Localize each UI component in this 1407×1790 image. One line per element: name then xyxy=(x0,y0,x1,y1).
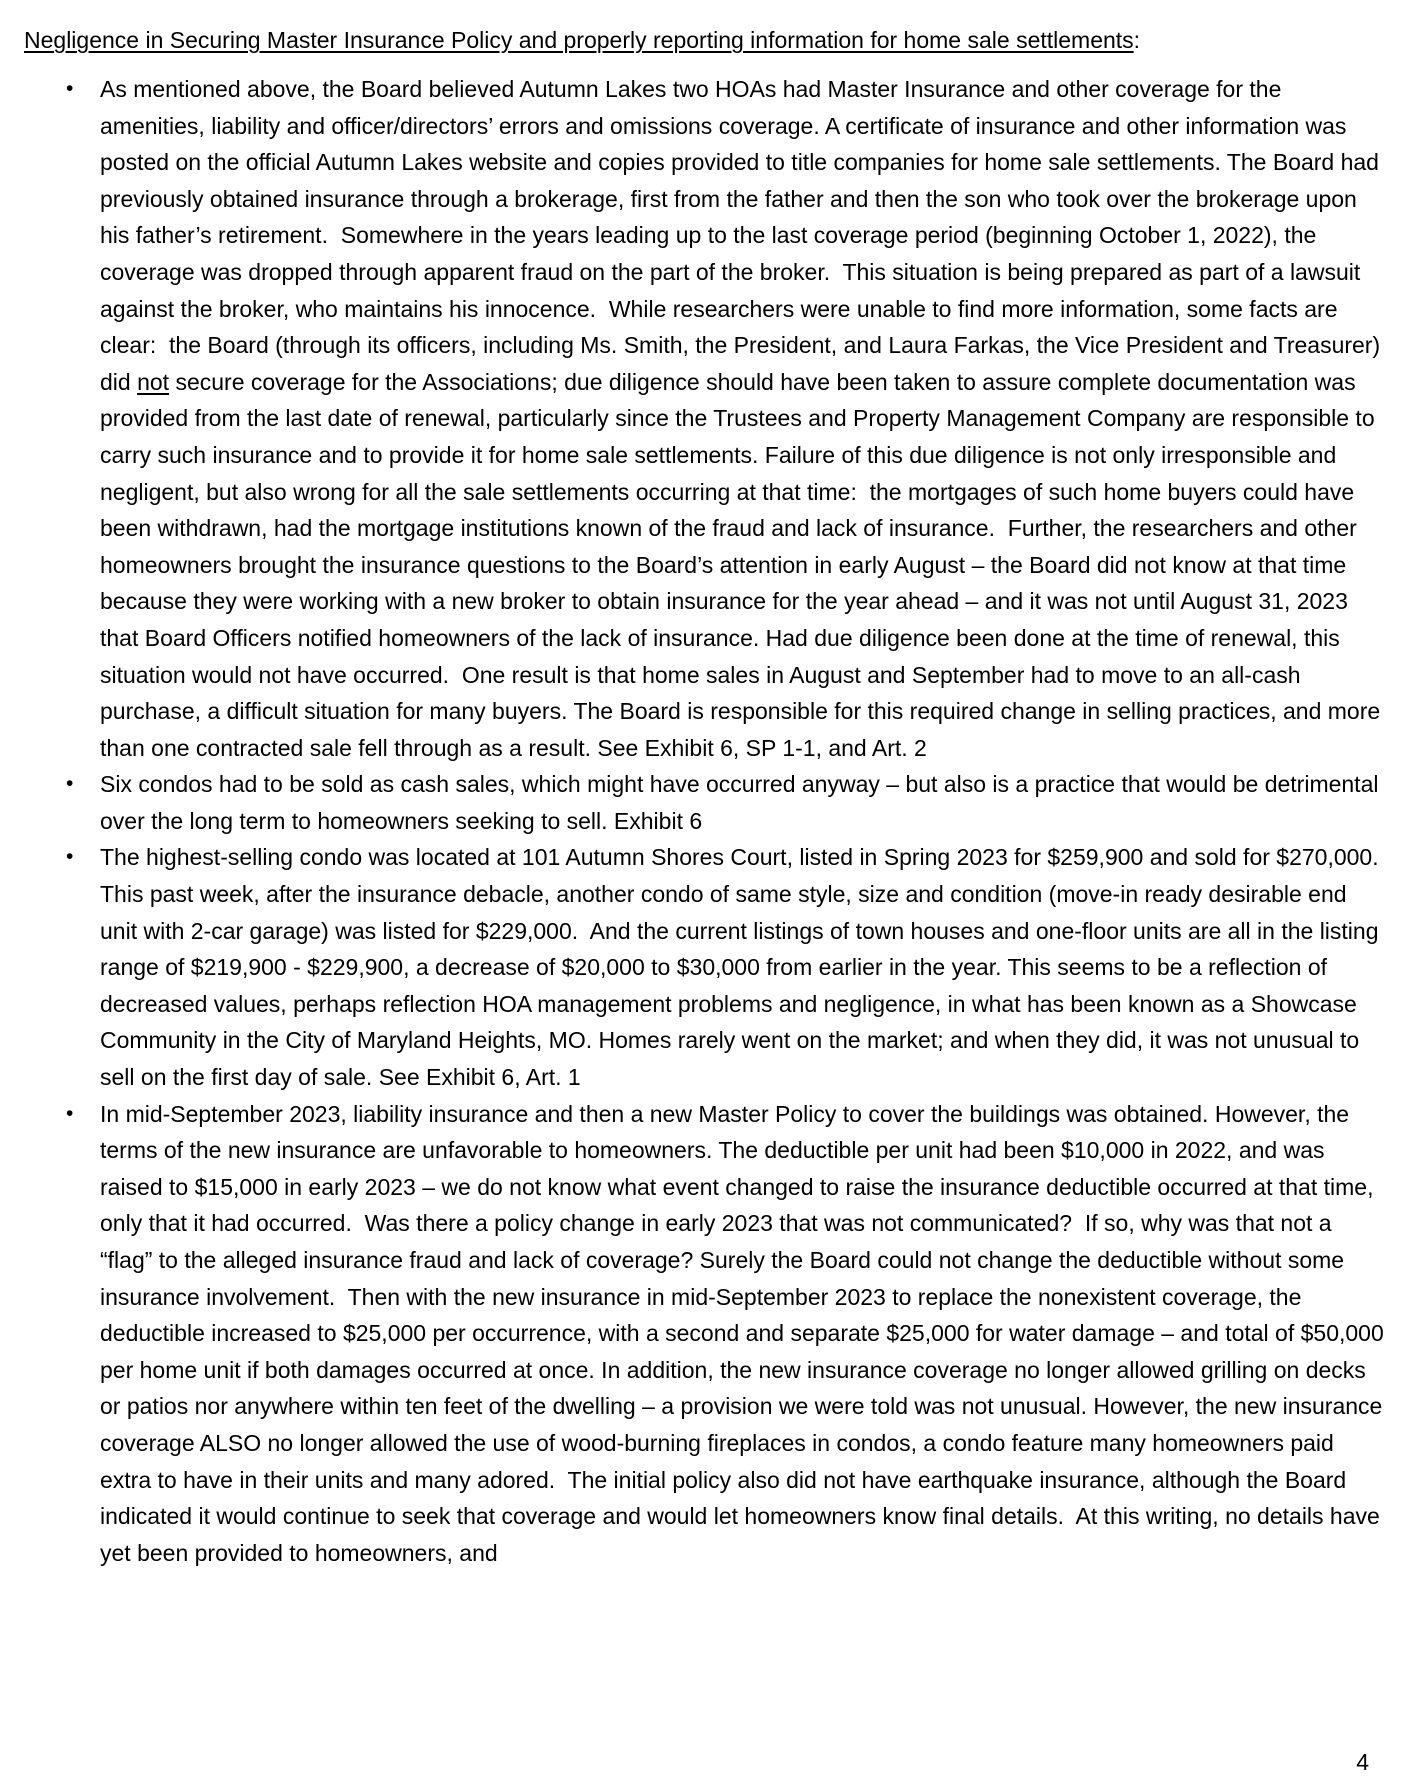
list-item xyxy=(24,1096,1391,1572)
bullet-icon: • xyxy=(66,1101,74,1125)
bullet-text: As mentioned above, the Board believed Autumn Lakes two HOAs had Master Insurance and other coverage for the amenities, liability and officer/directors’ errors and omissions coverage. A certificate of insurance and other information was posted on the official Autumn Lakes website and copies provided to title companies for home sale settlements. The Board had previously obtained insurance through a brokerage, first from the father and then the son who took over the brokerage upon his father’s retirement. Somewhere in the years leading up to the last coverage period (beginning October 1, 2022), the coverage was dropped through apparent fraud on the part of the broker. This situation is being prepared as part of a lawsuit against the broker, who maintains his innocence. While researchers were unable to find more information, some facts are clear: the Board (through its officers, including Ms. Smith, the President, and Laura Farkas, the Vice President and Treasurer) did xyxy=(100,76,1387,395)
list-item xyxy=(24,766,1386,839)
bullet-text: secure coverage for the Associations; due diligence should have been taken to assure complete documentation was provided from the last date of renewal, particularly since the Trustees and Property Management Company are responsible to carry such insurance and to provide it for home sale settlements. Failure of this due diligence is not only irresponsible and negligent, but also wrong for all the sale settlements occurring at that time: the mortgages of such home buyers could have been withdrawn, had the mortgage institutions known of the fraud and lack of insurance. Further, the researchers and other homeowners brought the insurance questions to the Board’s attention in early August – the Board did not know at that time because they were working with a new broker to obtain insurance for the year ahead – and it was not until August 31, 2023 that Board Officers notified homeowners of the lack of insurance. Had due diligence been done at the time of renewal, this situation would not have occurred. One result is that home sales in August and September had to move to an all-cash purchase, a difficult situation for many buyers. The Board is responsible for this required change in selling practices, and more than one contracted sale fell through as a result. See Exhibit 6, SP 1-1, and Art. 2 xyxy=(100,368,1387,761)
list-item xyxy=(24,839,1391,1095)
page-title-colon: : xyxy=(1133,27,1141,53)
list-item xyxy=(24,71,1386,766)
page-title xyxy=(24,22,1386,59)
document-content xyxy=(24,22,1391,1571)
bullet-icon: • xyxy=(66,772,74,796)
page-title-text: Negligence in Securing Master Insurance Policy and properly reporting information for home sale settlements xyxy=(24,27,1134,53)
page-number: 4 xyxy=(1356,1749,1369,1775)
bullet-list xyxy=(24,71,1391,1571)
bullet-text: In mid-September 2023, liability insurance and then a new Master Policy to cover the buildings was obtained. However, the terms of the new insurance are unfavorable to homeowners. The deductible per unit had been $10,000 in 2022, and was raised to $15,000 in early 2023 – we do not know what event changed to raise the insurance deductible occurred at that time, only that it had occurred. Was there a policy change in early 2023 that was not communicated? If so, why was that not a “flag” to the alleged insurance fraud and lack of coverage? Surely the Board could not change the deductible without some insurance involvement. Then with the new insurance in mid-September 2023 to replace the nonexistent coverage, the deductible increased to $25,000 per occurrence, with a second and separate $25,000 for water damage – and total of $50,000 per home unit if both damages occurred at once. In addition, the new insurance coverage no longer allowed grilling on decks or patios nor anywhere within ten feet of the dwelling – a provision we were told was not unusual. However, the new insurance coverage ALSO no longer allowed the use of wood-burning fireplaces in condos, a condo feature many homeowners paid extra to have in their units and many adored. The initial policy also did not have earthquake insurance, although the Board indicated it would continue to seek that coverage and would let homeowners know final details. At this writing, no details have yet been provided to homeowners, and xyxy=(100,1100,1391,1566)
bullet-text: Six condos had to be sold as cash sales, which might have occurred anyway – but also is a practice that would be detrimental over the long term to homeowners seeking to sell. Exhibit 6 xyxy=(100,771,1385,834)
bullet-text: The highest-selling condo was located at 101 Autumn Shores Court, listed in Spring 2023 for $259,900 and sold for $270,000. This past week, after the insurance debacle, another condo of same style, size and condition (move-in ready desirable end unit with 2-car garage) was listed for $229,000. And the current listings of town houses and one-floor units are all in the listing range of $219,900 - $229,900, a decrease of $20,000 to $30,000 from earlier in the year. This seems to be a reflection of decreased values, perhaps reflection HOA management problems and negligence, in what has been known as a Showcase Community in the City of Maryland Heights, MO. Homes rarely went on the market; and when they did, it was not unusual to sell on the first day of sale. See Exhibit 6, Art. 1 xyxy=(100,844,1391,1091)
bullet-icon: • xyxy=(66,845,74,869)
bullet-text-underlined: not xyxy=(137,368,170,395)
bullet-icon: • xyxy=(66,77,74,100)
